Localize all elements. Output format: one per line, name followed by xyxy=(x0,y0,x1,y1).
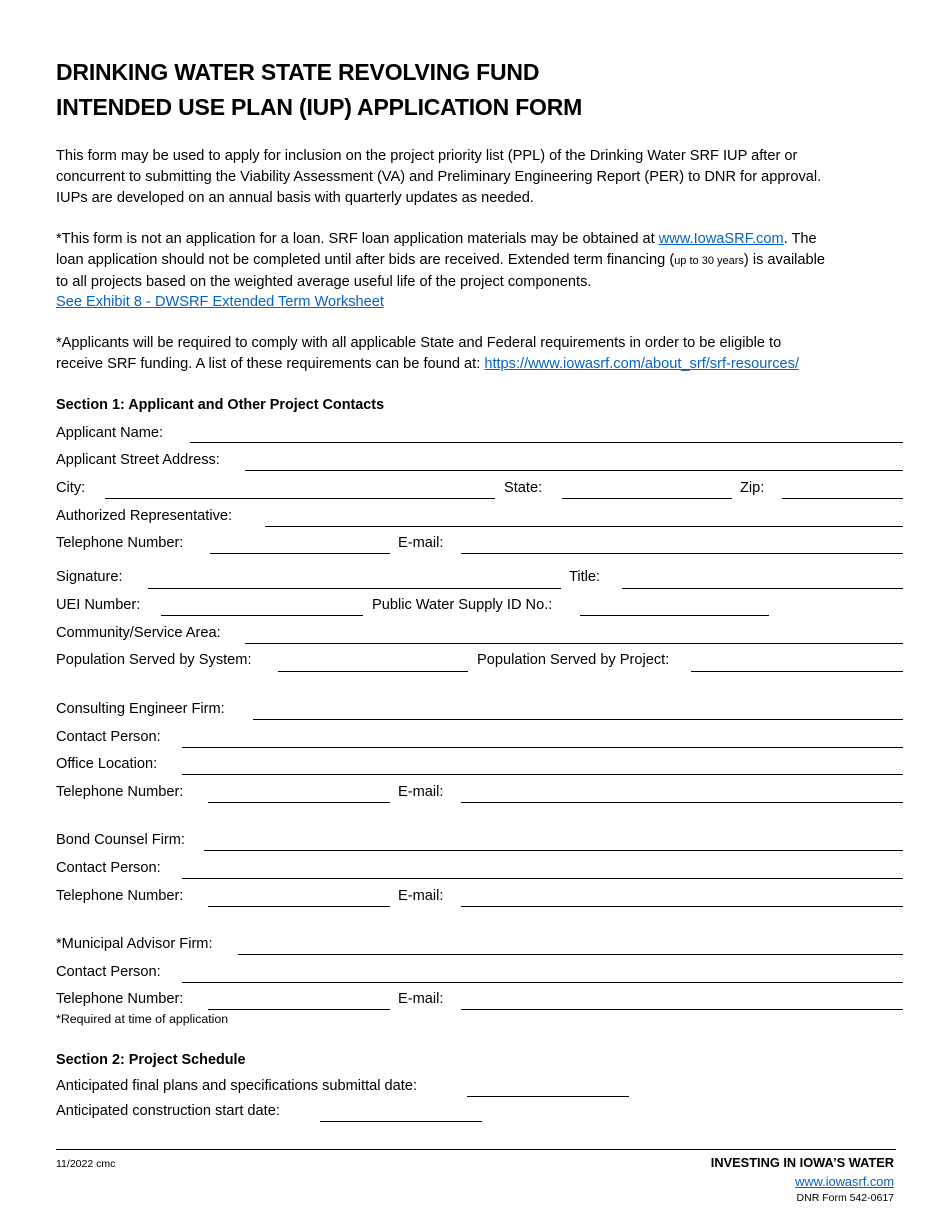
engineer-contact-label: Contact Person: xyxy=(56,729,161,745)
office-location-label: Office Location: xyxy=(56,756,158,772)
signature-field[interactable] xyxy=(148,588,561,589)
required-note: *Required at time of application xyxy=(56,1012,229,1026)
state-label: State: xyxy=(504,480,543,496)
applicant-telephone-field[interactable] xyxy=(210,553,390,554)
advisor-firm-field[interactable] xyxy=(238,954,903,955)
engineer-email-label: E-mail: xyxy=(398,784,444,800)
engineer-firm-label: Consulting Engineer Firm: xyxy=(56,701,225,717)
footer-website-link[interactable]: www.iowasrf.com xyxy=(795,1174,894,1189)
pop-system-label: Population Served by System: xyxy=(56,652,252,668)
city-field[interactable] xyxy=(105,498,495,499)
pop-system-field[interactable] xyxy=(278,671,468,672)
exhibit-8-link[interactable]: See Exhibit 8 - DWSRF Extended Term Worksheet xyxy=(56,294,384,311)
bond-telephone-label: Telephone Number: xyxy=(56,888,184,904)
bond-firm-label: Bond Counsel Firm: xyxy=(56,832,185,848)
engineer-email-field[interactable] xyxy=(461,802,903,803)
iowasrf-link[interactable]: www.IowaSRF.com xyxy=(658,231,784,247)
advisor-telephone-label: Telephone Number: xyxy=(56,991,184,1007)
form-title-line-2: INTENDED USE PLAN (IUP) APPLICATION FORM xyxy=(56,94,583,120)
footer-form-number: DNR Form 542-0617 xyxy=(796,1192,894,1204)
requirements-paragraph: *Applicants will be required to comply with all applicable State and Federal requirements in order to be eligible to receive SRF funding. A list of these requirements can be found at: https://www.iowasrf.com/about_srf/srf-resources/ xyxy=(56,335,800,372)
office-location-field[interactable] xyxy=(182,774,903,775)
bond-email-label: E-mail: xyxy=(398,888,444,904)
signature-label: Signature: xyxy=(56,569,123,585)
construction-date-field[interactable] xyxy=(320,1121,482,1122)
bond-telephone-field[interactable] xyxy=(208,906,390,907)
engineer-firm-field[interactable] xyxy=(253,719,903,720)
applicant-telephone-label: Telephone Number: xyxy=(56,535,184,551)
pop-project-field[interactable] xyxy=(691,671,903,672)
footer-tagline: INVESTING IN IOWA’S WATER xyxy=(710,1155,894,1170)
applicant-email-field[interactable] xyxy=(461,553,903,554)
srf-resources-link[interactable]: https://www.iowasrf.com/about_srf/srf-resources/ xyxy=(484,355,800,372)
authorized-rep-field[interactable] xyxy=(265,526,903,527)
advisor-telephone-field[interactable] xyxy=(208,1009,390,1010)
title-field[interactable] xyxy=(622,588,903,589)
bond-firm-field[interactable] xyxy=(204,850,903,851)
bond-email-field[interactable] xyxy=(461,906,903,907)
engineer-telephone-label: Telephone Number: xyxy=(56,784,184,800)
zip-label: Zip: xyxy=(740,480,765,496)
advisor-contact-label: Contact Person: xyxy=(56,964,161,980)
advisor-firm-label: *Municipal Advisor Firm: xyxy=(56,936,213,952)
zip-field[interactable] xyxy=(782,498,903,499)
advisor-email-field[interactable] xyxy=(461,1009,903,1010)
state-field[interactable] xyxy=(562,498,732,499)
section-2-title: Section 2: Project Schedule xyxy=(56,1052,246,1068)
form-title-line-1: DRINKING WATER STATE REVOLVING FUND xyxy=(56,59,540,85)
pws-id-field[interactable] xyxy=(580,615,769,616)
uei-field[interactable] xyxy=(161,615,363,616)
pws-id-label: Public Water Supply ID No.: xyxy=(372,597,553,613)
street-address-field[interactable] xyxy=(245,470,903,471)
applicant-email-label: E-mail: xyxy=(398,535,444,551)
advisor-email-label: E-mail: xyxy=(398,991,444,1007)
footer-website-container xyxy=(795,1174,894,1189)
community-field[interactable] xyxy=(245,643,903,644)
footer-date: 11/2022 cmc xyxy=(56,1158,116,1170)
engineer-contact-field[interactable] xyxy=(182,747,903,748)
street-address-label: Applicant Street Address: xyxy=(56,452,220,468)
pop-project-label: Population Served by Project: xyxy=(477,652,670,668)
construction-date-label: Anticipated construction start date: xyxy=(56,1103,280,1119)
section-1-title: Section 1: Applicant and Other Project Contacts xyxy=(56,397,385,413)
plans-date-field[interactable] xyxy=(467,1096,629,1097)
intro-paragraph: This form may be used to apply for inclusion on the project priority list (PPL) of the Drinking Water SRF IUP after or concurrent to submitting the Viability Assessment (VA) and Preliminary Engineering Report (PER) to DNR for approval. IUPs are developed on an annual basis with quarterly updates as needed. xyxy=(56,148,822,206)
bond-contact-field[interactable] xyxy=(182,878,903,879)
city-label: City: xyxy=(56,480,86,496)
engineer-telephone-field[interactable] xyxy=(208,802,390,803)
community-label: Community/Service Area: xyxy=(56,625,221,641)
plans-date-label: Anticipated final plans and specifications submittal date: xyxy=(56,1078,418,1094)
authorized-rep-label: Authorized Representative: xyxy=(56,508,233,524)
uei-label: UEI Number: xyxy=(56,597,141,613)
loan-note-paragraph: *This form is not an application for a loan. SRF loan application materials may be obtained at www.IowaSRF.com. The loan application should not be completed until after bids are received. Extended term financing (up to 30 years) is available to all projects based on the weighted average useful life of the project components. See Exhibit 8 - DWSRF Extended Term Worksheet xyxy=(56,231,826,311)
advisor-contact-field[interactable] xyxy=(182,982,903,983)
bond-contact-label: Contact Person: xyxy=(56,860,161,876)
applicant-name-field[interactable] xyxy=(190,442,903,443)
footer-divider xyxy=(56,1149,896,1150)
title-label: Title: xyxy=(569,569,601,585)
applicant-name-label: Applicant Name: xyxy=(56,425,164,441)
